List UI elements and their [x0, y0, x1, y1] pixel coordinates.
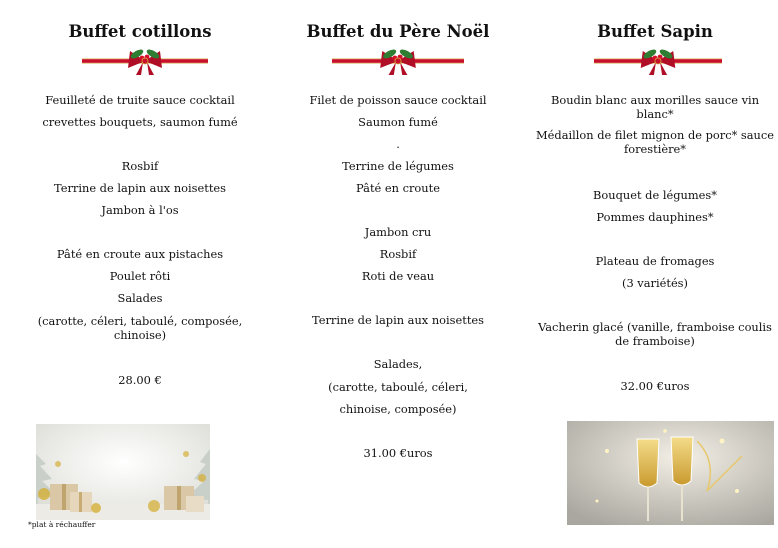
price: 31.00 €uros	[363, 446, 433, 460]
menu-item: Saumon fumé	[358, 115, 438, 129]
menu-item: (3 variétés)	[622, 276, 688, 290]
footnote: *plat à réchauffer	[28, 520, 96, 529]
menu-item: Poulet rôti	[109, 269, 171, 283]
price: 32.00 €uros	[620, 379, 690, 393]
menu-item: Jambon à l'os	[101, 203, 179, 217]
menu-item: Plateau de fromages	[595, 254, 715, 268]
menu-item: Vacherin glacé (vanille, framboise coulis de framboise)	[538, 320, 772, 348]
menu-item: Terrine de lapin aux noisettes	[312, 313, 484, 327]
menu-item: Terrine de lapin aux noisettes	[54, 181, 226, 195]
menu-item: Pâté en croute	[356, 181, 440, 195]
menu-item: crevettes bouquets, saumon fumé	[42, 115, 238, 129]
menu-item: (carotte, taboulé, céleri,	[328, 380, 468, 394]
menu-item: Pâté en croute aux pistaches	[56, 247, 224, 261]
menu-item: Boudin blanc aux morilles sauce vin blanc*	[550, 93, 760, 121]
christmas-ribbon-bow-image	[594, 48, 722, 76]
menu-item: .	[396, 137, 400, 151]
christmas-ribbon-bow-image	[332, 48, 464, 76]
champagne-glasses-image	[567, 421, 774, 525]
menu-item: Rosbif	[121, 159, 159, 173]
christmas-ribbon-bow-image	[82, 48, 208, 76]
buffet-title: Buffet du Père Noël	[306, 22, 490, 41]
menu-item: Roti de veau	[361, 269, 435, 283]
menu-item: Terrine de légumes	[342, 159, 454, 173]
menu-item: Jambon cru	[364, 225, 432, 239]
buffet-title: Buffet cotillons	[68, 22, 212, 41]
menu-item: Salades	[117, 291, 163, 305]
buffet-title: Buffet Sapin	[597, 22, 713, 41]
menu-item: Rosbif	[379, 247, 417, 261]
christmas-gifts-image	[36, 424, 210, 520]
menu-item: chinoise, composée)	[339, 402, 457, 416]
menu-item: Pommes dauphines*	[596, 210, 714, 224]
menu-item: (carotte, céleri, taboulé, composée, chinoise)	[37, 314, 243, 342]
menu-item: Salades,	[373, 357, 423, 371]
menu-item: Feuilleté de truite sauce cocktail	[45, 93, 235, 107]
menu-item: Médaillon de filet mignon de porc* sauce forestière*	[536, 128, 774, 156]
menu-item: Bouquet de légumes*	[593, 188, 717, 202]
menu-item: Filet de poisson sauce cocktail	[309, 93, 487, 107]
price: 28.00 €	[118, 373, 162, 387]
